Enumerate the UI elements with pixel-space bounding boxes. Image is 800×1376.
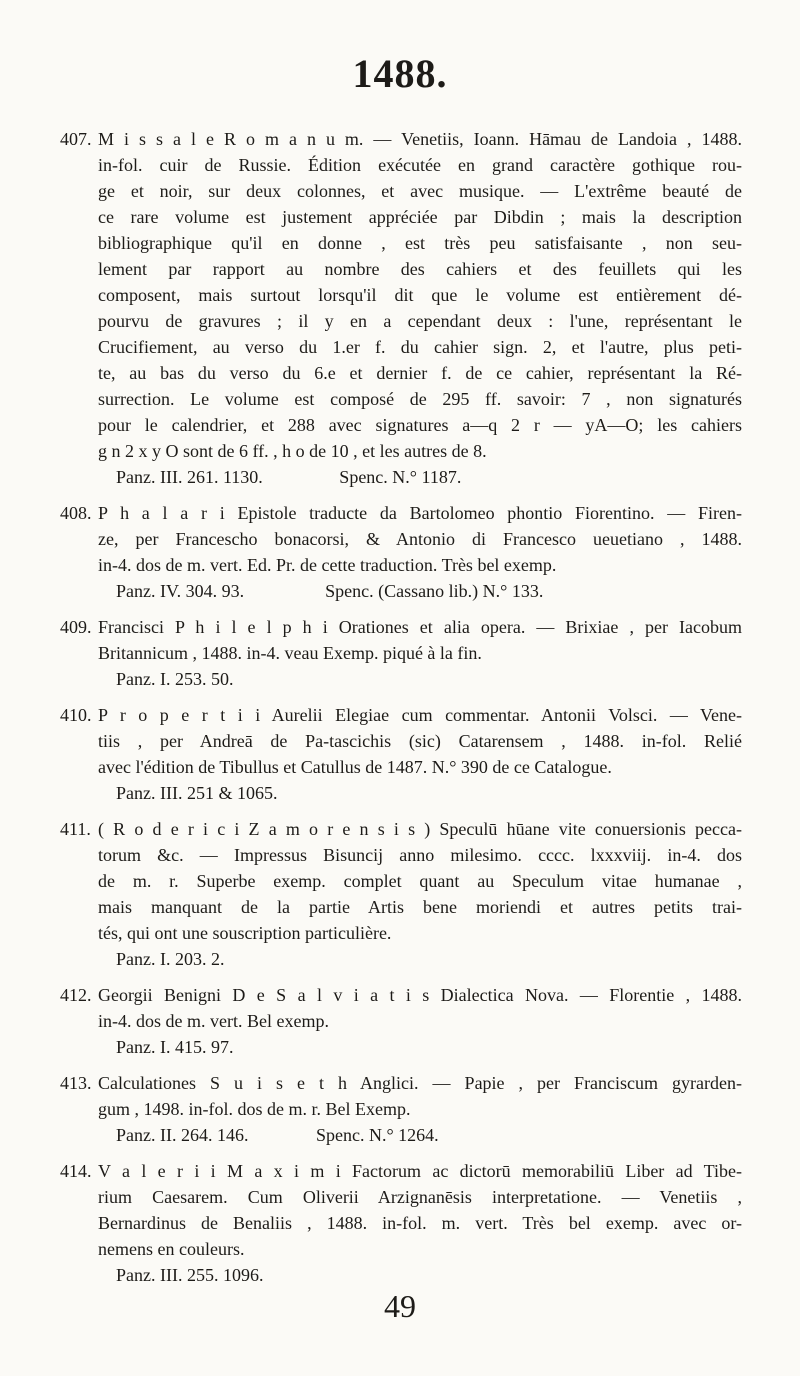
entry-line: torum &c. — Impressus Bisuncij anno milesimo. cccc. lxxxviij. in-4. dos bbox=[98, 845, 742, 865]
entry-line: bibliographique qu'il en donne , est très peu satisfaisante , non seu- bbox=[98, 233, 742, 253]
entry-line: P h a l a r i Epistole traducte da Bartolomeo phontio Fiorentino. — Firen- bbox=[98, 503, 742, 523]
entry-line: Crucifiement, au verso du 1.er f. du cahier sign. 2, et l'autre, plus peti- bbox=[98, 337, 742, 357]
entry-reference: Panz. I. 203. 2. bbox=[116, 949, 225, 969]
catalogue-entries bbox=[0, 126, 800, 1288]
entry-line: composent, mais surtout lorsqu'il dit que le volume est entièrement dé- bbox=[98, 285, 742, 305]
entry-number: 410. bbox=[60, 705, 92, 725]
entry-number: 412. bbox=[60, 985, 92, 1005]
entry-line: lement par rapport au nombre des cahiers et des feuillets qui les bbox=[98, 259, 742, 279]
catalogue-entry bbox=[60, 816, 742, 972]
entry-line: pour le calendrier, et 288 avec signatures a—q 2 r — yA—O; les cahiers bbox=[98, 415, 742, 435]
entry-line: V a l e r i i M a x i m i Factorum ac dictorū memorabiliū Liber ad Tibe- bbox=[98, 1161, 742, 1181]
entry-line: Francisci P h i l e l p h i Orationes et alia opera. — Brixiae , per Iacobum bbox=[98, 617, 742, 637]
entry-reference: Panz. II. 264. 146. Spenc. N.° 1264. bbox=[116, 1125, 439, 1145]
entry-number: 413. bbox=[60, 1073, 92, 1093]
catalogue-entry bbox=[60, 500, 742, 604]
entry-line: tiis , per Andreā de Pa-tascichis (sic) Catarensem , 1488. in-fol. Relié bbox=[98, 731, 742, 751]
entry-number: 408. bbox=[60, 503, 92, 523]
entry-line: Bernardinus de Benaliis , 1488. in-fol. m. vert. Très bel exemp. avec or- bbox=[98, 1213, 742, 1233]
catalogue-entry bbox=[60, 982, 742, 1060]
entry-number: 414. bbox=[60, 1161, 92, 1181]
entry-line: avec l'édition de Tibullus et Catullus de 1487. N.° 390 de ce Catalogue. bbox=[98, 757, 612, 777]
entry-number: 407. bbox=[60, 129, 92, 149]
entry-line: ge et noir, sur deux colonnes, et avec musique. — L'extrême beauté de bbox=[98, 181, 742, 201]
entry-line: in-4. dos de m. vert. Bel exemp. bbox=[98, 1011, 329, 1031]
entry-reference: Panz. I. 415. 97. bbox=[116, 1037, 234, 1057]
entry-reference: Panz. IV. 304. 93. Spenc. (Cassano lib.) N.° 133. bbox=[116, 581, 544, 601]
entry-reference: Panz. III. 255. 1096. bbox=[116, 1265, 264, 1285]
entry-line: nemens en couleurs. bbox=[98, 1239, 245, 1259]
entry-line: ( R o d e r i c i Z a m o r e n s i s ) Speculū hūane vite conuersionis pecca- bbox=[98, 819, 742, 839]
entry-line: mais manquant de la partie Artis bene moriendi et autres petits trai- bbox=[98, 897, 742, 917]
entry-line: te, au bas du verso du 6.e et dernier f. de ce cahier, représentant la Ré- bbox=[98, 363, 742, 383]
entry-number: 411. bbox=[60, 819, 91, 839]
entry-reference: Panz. I. 253. 50. bbox=[116, 669, 234, 689]
catalogue-entry bbox=[60, 126, 742, 490]
entry-line: in-4. dos de m. vert. Ed. Pr. de cette traduction. Très bel exemp. bbox=[98, 555, 557, 575]
entry-line: in-fol. cuir de Russie. Édition exécutée en grand caractère gothique rou- bbox=[98, 155, 742, 175]
entry-line: ze, per Francescho bonacorsi, & Antonio di Francesco ueuetiano , 1488. bbox=[98, 529, 742, 549]
entry-number: 409. bbox=[60, 617, 92, 637]
page-number: 49 bbox=[384, 1288, 416, 1324]
page-header-year: 1488. bbox=[352, 51, 448, 96]
catalogue-entry bbox=[60, 702, 742, 806]
entry-line: tés, qui ont une souscription particulière. bbox=[98, 923, 392, 943]
entry-line: P r o p e r t i i Aurelii Elegiae cum commentar. Antonii Volsci. — Vene- bbox=[98, 705, 742, 725]
entry-line: pourvu de gravures ; il y en a cependant deux : l'une, représentant le bbox=[98, 311, 742, 331]
entry-line: Calculationes S u i s e t h Anglici. — Papie , per Franciscum gyrarden- bbox=[98, 1073, 742, 1093]
catalogue-entry bbox=[60, 1070, 742, 1148]
entry-reference: Panz. III. 261. 1130. Spenc. N.° 1187. bbox=[116, 467, 462, 487]
catalogue-entry bbox=[60, 1158, 742, 1288]
entry-line: Georgii Benigni D e S a l v i a t i s Dialectica Nova. — Florentie , 1488. bbox=[98, 985, 742, 1005]
entry-line: Britannicum , 1488. in-4. veau Exemp. piqué à la fin. bbox=[98, 643, 482, 663]
entry-line: surrection. Le volume est composé de 295 ff. savoir: 7 , non signaturés bbox=[98, 389, 742, 409]
entry-line: rium Caesarem. Cum Oliverii Arzignanēsis interpretatione. — Venetiis , bbox=[98, 1187, 742, 1207]
entry-reference: Panz. III. 251 & 1065. bbox=[116, 783, 278, 803]
entry-line: M i s s a l e R o m a n u m. — Venetiis, Ioann. Hāmau de Landoia , 1488. bbox=[98, 129, 742, 149]
catalogue-entry bbox=[60, 614, 742, 692]
entry-line: gum , 1498. in-fol. dos de m. r. Bel Exemp. bbox=[98, 1099, 411, 1119]
entry-line: ce rare volume est justement appréciée par Dibdin ; mais la description bbox=[98, 207, 742, 227]
entry-line: de m. r. Superbe exemp. complet quant au Speculum vitae humanae , bbox=[98, 871, 742, 891]
entry-line: g n 2 x y O sont de 6 ff. , h o de 10 , et les autres de 8. bbox=[98, 441, 487, 461]
